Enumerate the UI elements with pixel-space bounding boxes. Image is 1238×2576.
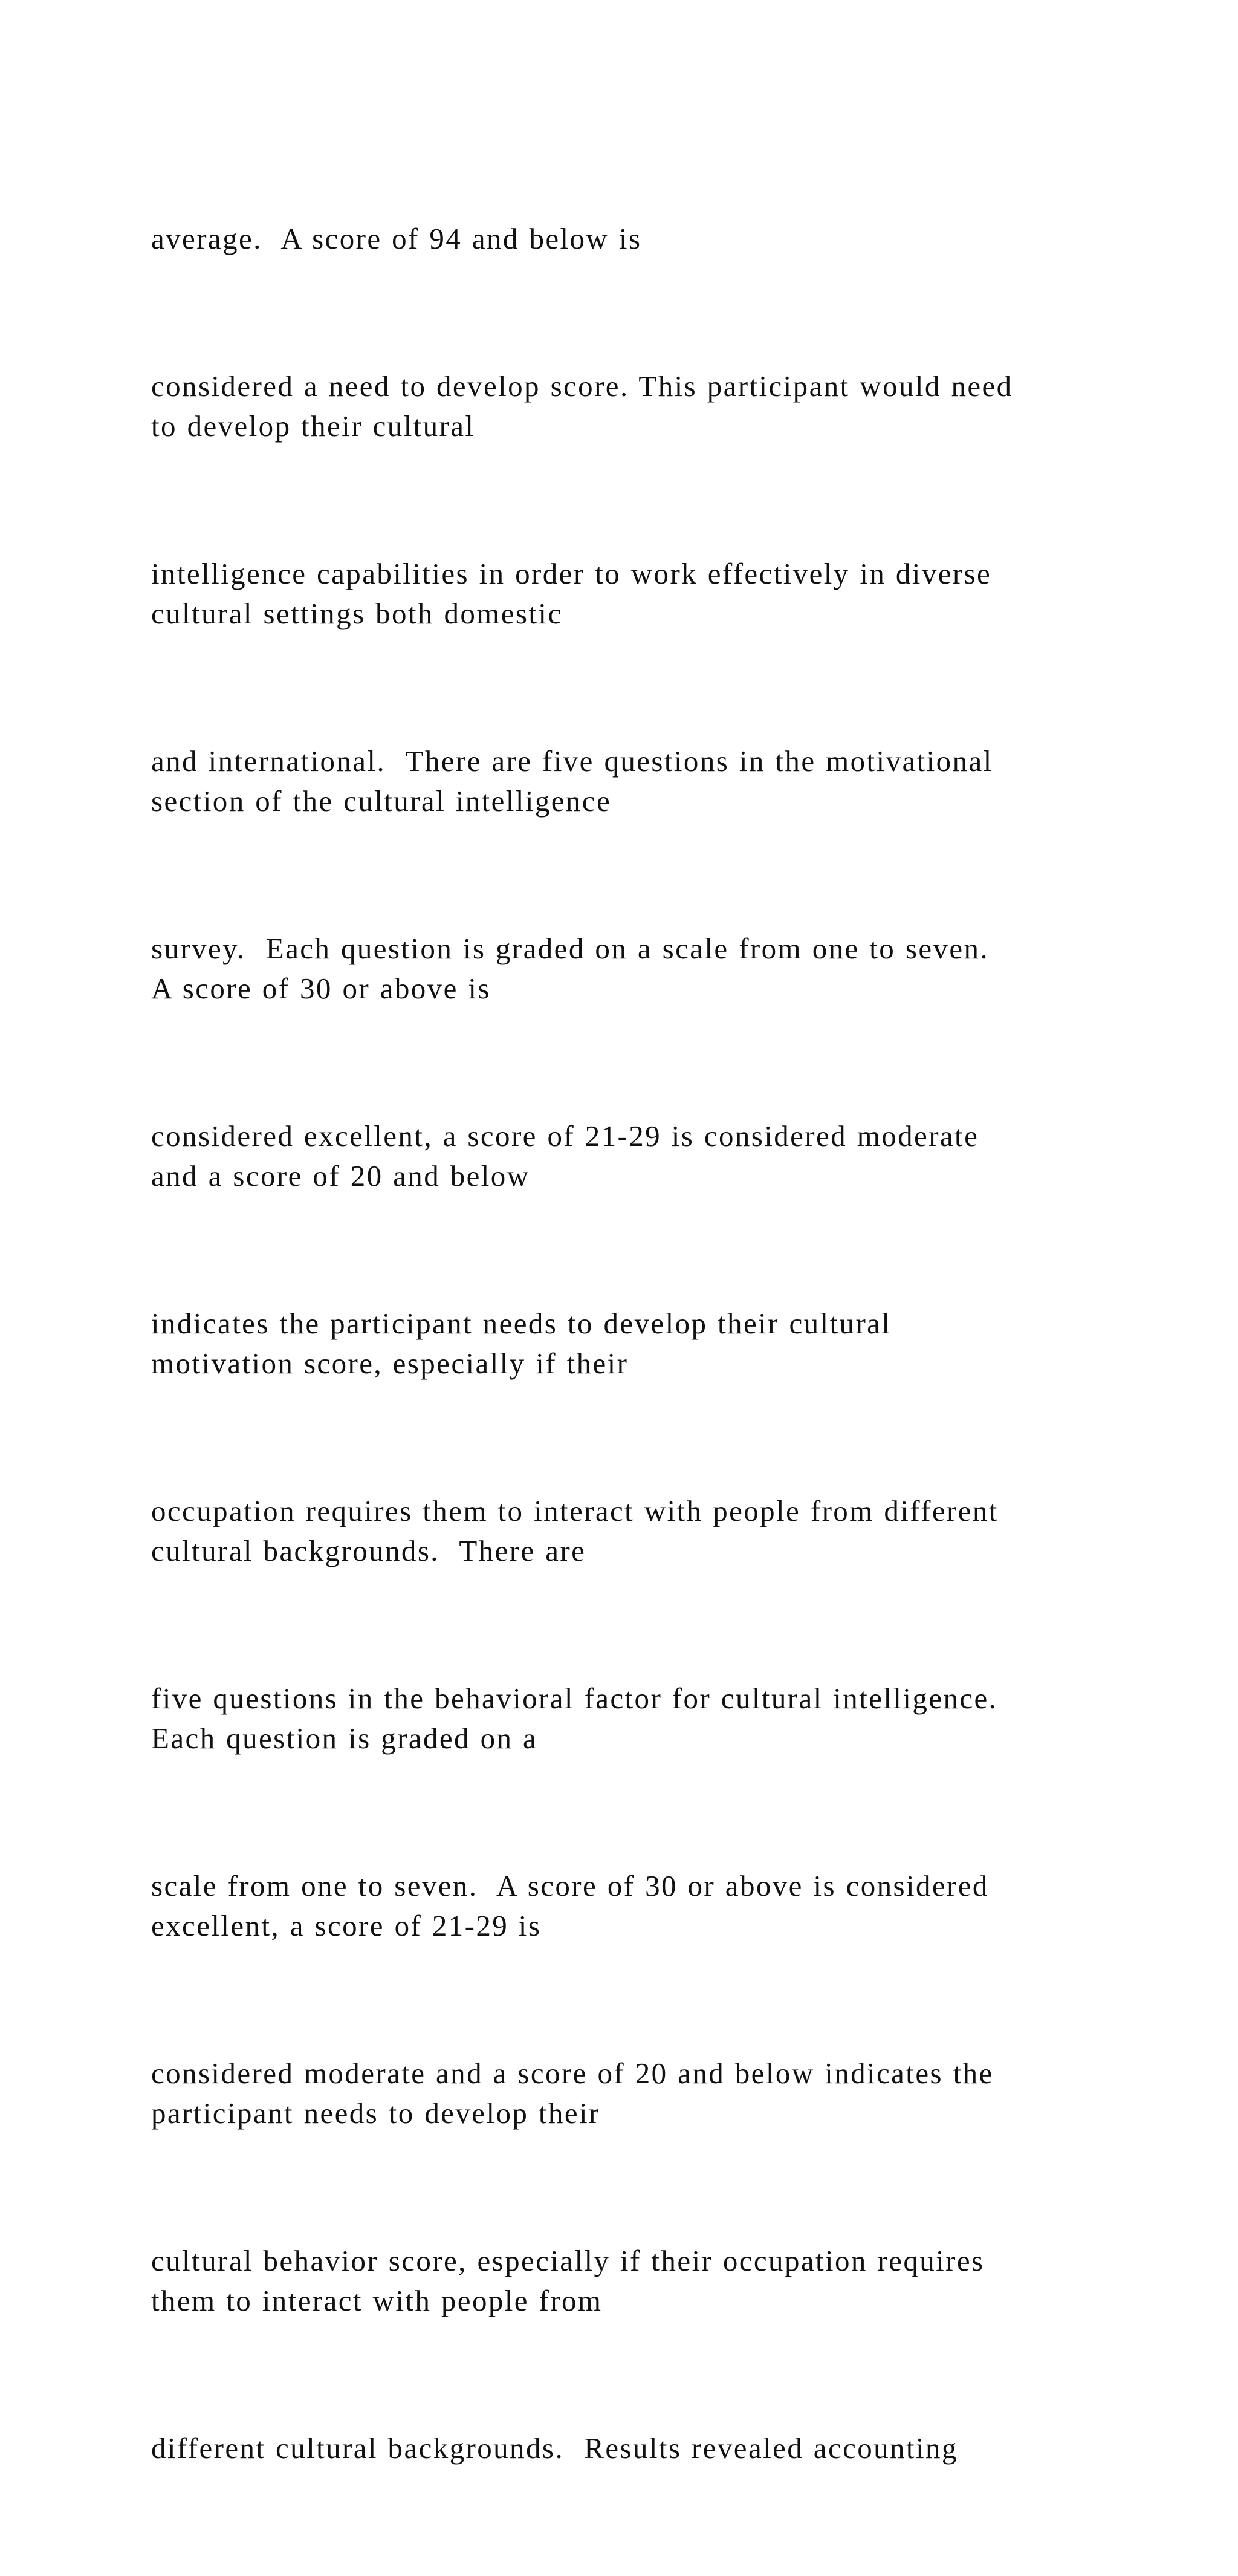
- text-line: them to interact with people from: [151, 2284, 603, 2317]
- text-line: cultural settings both domestic: [151, 597, 563, 630]
- text-line: survey. Each question is graded on a scale from one to seven.: [151, 932, 990, 965]
- text-line: scale from one to seven. A score of 30 or above is considered: [151, 1869, 989, 1902]
- document-body: [151, 150, 1155, 2576]
- text-line: considered moderate and a score of 20 and below indicates the: [151, 2057, 994, 2090]
- paragraph-6: [151, 1116, 1155, 1196]
- text-line: five questions in the behavioral factor for cultural intelligence.: [151, 1682, 998, 1715]
- text-line: motivation score, especially if their: [151, 1347, 629, 1380]
- paragraph-1: [151, 219, 1155, 259]
- paragraph-9: [151, 1679, 1155, 1758]
- text-line: section of the cultural intelligence: [151, 784, 612, 818]
- paragraph-2: [151, 366, 1155, 446]
- text-line: considered excellent, a score of 21-29 is considered moderate: [151, 1119, 979, 1153]
- paragraph-3: [151, 554, 1155, 634]
- text-line: and international. There are five questions in the motivational: [151, 744, 993, 778]
- text-line: and a score of 20 and below: [151, 1159, 530, 1192]
- text-line: indicates the participant needs to develop their cultural: [151, 1307, 892, 1340]
- text-line: Each question is graded on a: [151, 1722, 538, 1755]
- text-line: participant needs to develop their: [151, 2096, 600, 2130]
- paragraph-5: [151, 929, 1155, 1009]
- text-line: excellent, a score of 21-29 is: [151, 1909, 542, 1942]
- text-line: to develop their cultural: [151, 409, 475, 443]
- text-line: considered a need to develop score. This participant would need: [151, 369, 1013, 403]
- text-line: intelligence capabilities in order to work effectively in diverse: [151, 557, 992, 590]
- text-line: occupation requires them to interact with people from different: [151, 1494, 999, 1527]
- paragraph-8: [151, 1491, 1155, 1571]
- text-line: average. A score of 94 and below is: [151, 222, 642, 255]
- paragraph-7: [151, 1304, 1155, 1384]
- text-line: cultural backgrounds. There are: [151, 1534, 586, 1567]
- paragraph-13: [151, 2428, 1155, 2468]
- text-line: A score of 30 or above is: [151, 972, 491, 1005]
- text-line: different cultural backgrounds. Results revealed accounting: [151, 2431, 958, 2465]
- text-line: cultural behavior score, especially if their occupation requires: [151, 2244, 985, 2277]
- paragraph-11: [151, 2054, 1155, 2133]
- paragraph-10: [151, 1866, 1155, 1946]
- paragraph-4: [151, 741, 1155, 821]
- paragraph-12: [151, 2241, 1155, 2321]
